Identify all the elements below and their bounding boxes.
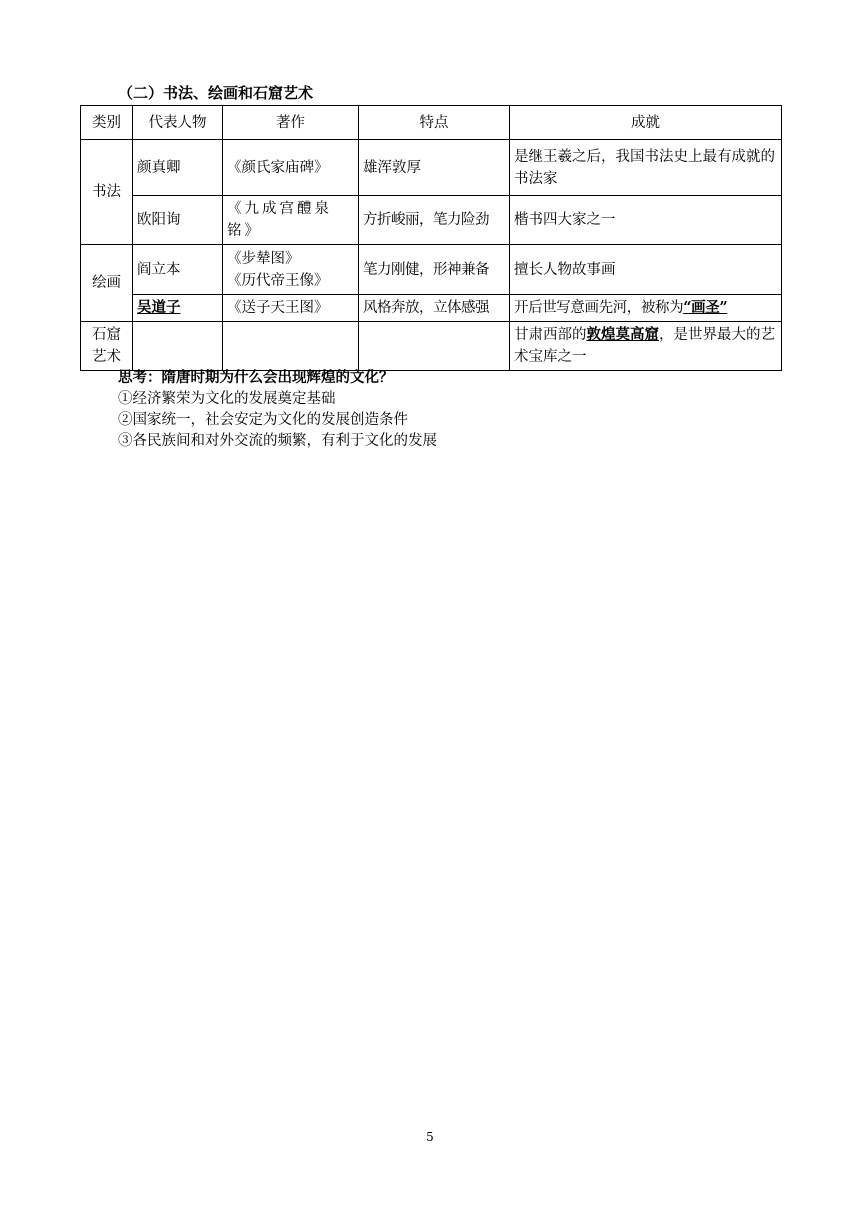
work-cell bbox=[223, 322, 359, 371]
section-heading: （二）书法、绘画和石窟艺术 bbox=[118, 84, 314, 102]
work-cell: 《送子天王图》 bbox=[223, 295, 359, 322]
feature-cell: 笔力刚健，形神兼备 bbox=[359, 245, 510, 295]
work-cell: 《九成宫醴泉铭》 bbox=[223, 196, 359, 245]
category-calligraphy: 书法 bbox=[81, 140, 133, 245]
header-work: 著作 bbox=[223, 106, 359, 140]
achievement-cell bbox=[510, 322, 782, 371]
work-cell bbox=[223, 245, 359, 295]
category-grotto: 石窟艺术 bbox=[81, 322, 133, 371]
header-feature: 特点 bbox=[359, 106, 510, 140]
header-category: 类别 bbox=[81, 106, 133, 140]
achievement-cell: 楷书四大家之一 bbox=[510, 196, 782, 245]
header-person: 代表人物 bbox=[133, 106, 223, 140]
feature-cell: 方折峻丽，笔力险劲 bbox=[359, 196, 510, 245]
arts-table bbox=[80, 105, 782, 371]
table-row bbox=[81, 295, 782, 322]
category-painting: 绘画 bbox=[81, 245, 133, 322]
thinking-answer: ①经济繁荣为文化的发展奠定基础 bbox=[118, 391, 336, 407]
achievement-cell bbox=[510, 295, 782, 322]
thinking-answer: ②国家统一，社会安定为文化的发展创造条件 bbox=[118, 412, 408, 428]
work-cell: 《颜氏家庙碑》 bbox=[223, 140, 359, 196]
thinking-answer: ③各民族间和对外交流的频繁，有利于文化的发展 bbox=[118, 433, 437, 449]
person-cell bbox=[133, 322, 223, 371]
achievement-emphasis: 敦煌莫高窟 bbox=[586, 326, 659, 343]
table-row bbox=[81, 322, 782, 371]
thinking-section bbox=[118, 368, 437, 452]
achievement-text: 甘肃西部的 bbox=[514, 327, 587, 343]
page-number: 5 bbox=[426, 1130, 434, 1144]
thinking-question: 思考：隋唐时期为什么会出现辉煌的文化？ bbox=[118, 370, 394, 386]
achievement-emphasis: “画圣” bbox=[683, 299, 728, 316]
person-cell bbox=[133, 295, 223, 322]
header-achievement: 成就 bbox=[510, 106, 782, 140]
feature-cell: 雄浑敦厚 bbox=[359, 140, 510, 196]
achievement-text: 开后世写意画先河，被称为 bbox=[514, 300, 684, 316]
table-header-row bbox=[81, 106, 782, 140]
table-row bbox=[81, 140, 782, 196]
work-line: 《步辇图》 bbox=[227, 250, 300, 267]
achievement-cell: 是继王羲之后，我国书法史上最有成就的书法家 bbox=[510, 140, 782, 196]
table-row bbox=[81, 245, 782, 295]
person-name-emphasis: 吴道子 bbox=[137, 299, 181, 316]
achievement-cell: 擅长人物故事画 bbox=[510, 245, 782, 295]
work-line: 《历代帝王像》 bbox=[227, 272, 329, 289]
person-cell: 阎立本 bbox=[133, 245, 223, 295]
person-cell: 欧阳询 bbox=[133, 196, 223, 245]
feature-cell: 风格奔放，立体感强 bbox=[359, 295, 510, 322]
achievement-text: ，是世界最大的艺术宝库之一 bbox=[514, 327, 775, 365]
feature-cell bbox=[359, 322, 510, 371]
table-row bbox=[81, 196, 782, 245]
person-cell: 颜真卿 bbox=[133, 140, 223, 196]
